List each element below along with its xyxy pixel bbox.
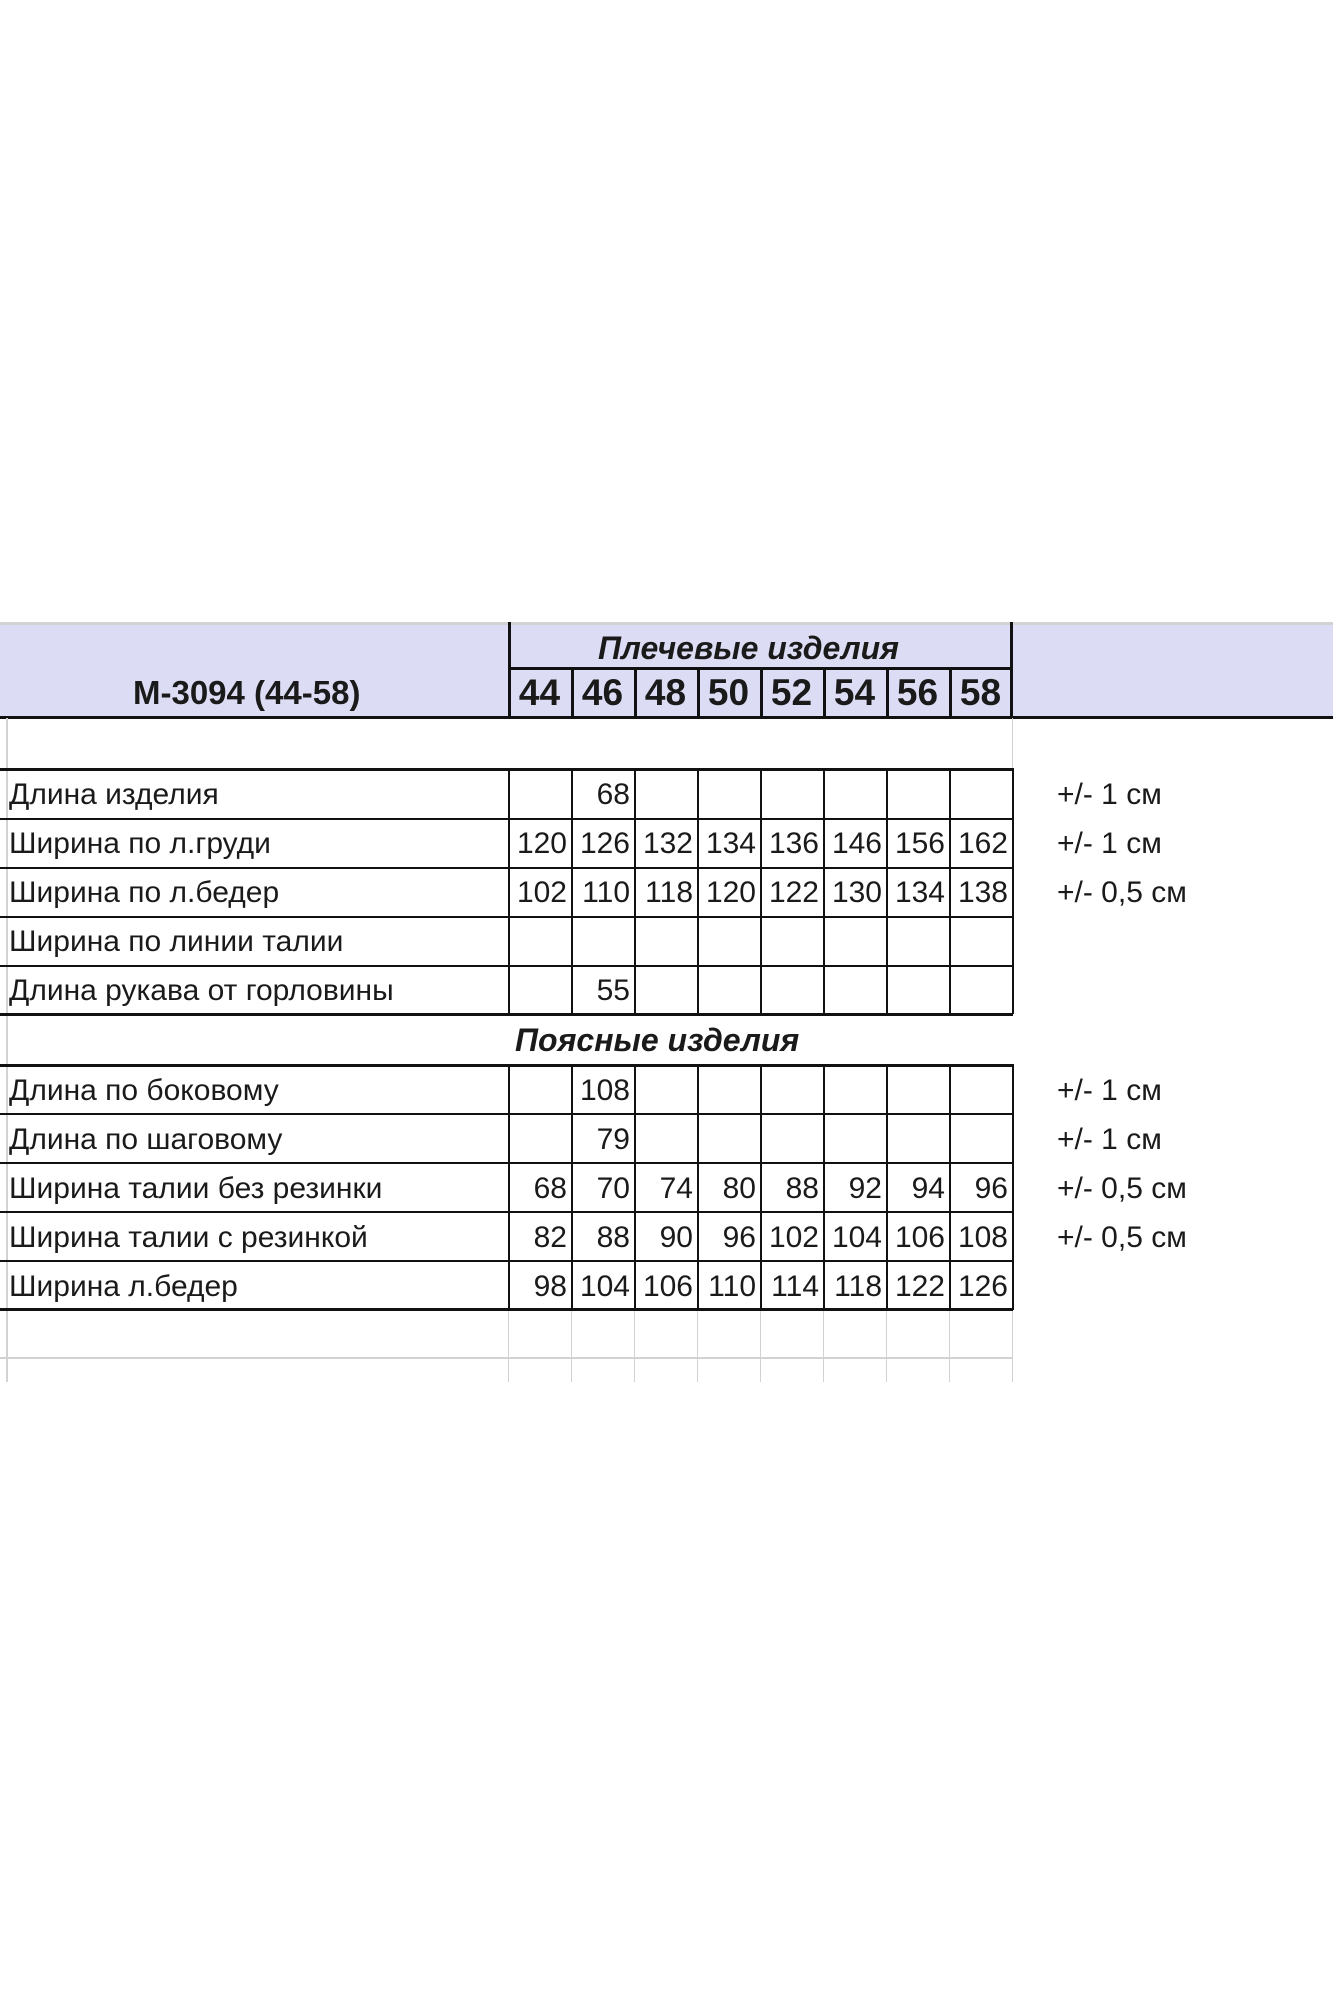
size-header: 46 bbox=[581, 672, 624, 713]
measurement-value: 108 bbox=[579, 1074, 630, 1107]
grid-line bbox=[0, 867, 1013, 869]
measurement-value: 102 bbox=[516, 876, 567, 909]
grid-line bbox=[0, 965, 1013, 967]
size-header: 54 bbox=[833, 672, 876, 713]
faint-grid-line bbox=[949, 1311, 950, 1382]
size-header: 48 bbox=[644, 672, 687, 713]
grid-line bbox=[0, 818, 1013, 820]
measurement-value: 104 bbox=[831, 1221, 882, 1254]
measurement-label: Ширина талии с резинкой bbox=[9, 1221, 368, 1254]
measurement-value: 120 bbox=[516, 827, 567, 860]
measurement-value: 80 bbox=[722, 1172, 756, 1205]
measurement-value: 110 bbox=[708, 1270, 756, 1303]
model-title: М-3094 (44-58) bbox=[133, 674, 361, 711]
measurement-value: 126 bbox=[957, 1270, 1008, 1303]
measurement-value: 134 bbox=[705, 827, 756, 860]
measurement-value: 74 bbox=[659, 1172, 693, 1205]
grid-line bbox=[0, 1013, 1013, 1016]
measurement-value: 70 bbox=[596, 1172, 630, 1205]
faint-grid-line bbox=[508, 1311, 509, 1382]
measurement-value: 122 bbox=[894, 1270, 945, 1303]
measurement-value: 106 bbox=[642, 1270, 693, 1303]
measurement-value: 88 bbox=[596, 1221, 630, 1254]
measurement-label: Длина по шаговому bbox=[9, 1123, 283, 1156]
measurement-label: Ширина по л.бедер bbox=[9, 876, 280, 909]
measurement-label: Ширина талии без резинки bbox=[9, 1172, 383, 1205]
grid-line bbox=[0, 1211, 1013, 1213]
measurement-value: 94 bbox=[911, 1172, 945, 1205]
section-title-waist: Поясные изделия bbox=[515, 1022, 800, 1058]
measurement-label: Длина изделия bbox=[9, 778, 219, 811]
measurement-label: Ширина л.бедер bbox=[9, 1270, 238, 1303]
grid-line bbox=[0, 1162, 1013, 1164]
measurement-value: 156 bbox=[894, 827, 945, 860]
faint-grid-line bbox=[571, 1311, 572, 1382]
size-header: 50 bbox=[707, 672, 750, 713]
measurement-value: 104 bbox=[579, 1270, 630, 1303]
measurement-value: 55 bbox=[596, 974, 630, 1007]
measurement-value: 120 bbox=[705, 876, 756, 909]
tolerance: +/- 1 см bbox=[1057, 1123, 1162, 1156]
faint-grid-line bbox=[1012, 718, 1013, 768]
grid-line bbox=[0, 916, 1013, 918]
measurement-label: Длина по боковому bbox=[9, 1074, 279, 1107]
grid-line bbox=[1012, 768, 1014, 1014]
faint-grid-line bbox=[0, 622, 1333, 625]
measurement-value: 118 bbox=[645, 876, 693, 909]
faint-grid-line bbox=[823, 1311, 824, 1382]
measurement-value: 82 bbox=[533, 1221, 567, 1254]
measurement-value: 122 bbox=[768, 876, 819, 909]
faint-grid-line bbox=[0, 1357, 1013, 1359]
tolerance: +/- 1 см bbox=[1057, 1074, 1162, 1107]
faint-grid-line bbox=[760, 1311, 761, 1382]
measurement-value: 136 bbox=[768, 827, 819, 860]
grid-line bbox=[0, 768, 1013, 771]
measurement-value: 96 bbox=[974, 1172, 1008, 1205]
measurement-value: 114 bbox=[771, 1270, 819, 1303]
tolerance: +/- 0,5 см bbox=[1057, 1172, 1187, 1205]
size-chart bbox=[0, 622, 1333, 1382]
size-header: 58 bbox=[959, 672, 1002, 713]
tolerance: +/- 1 см bbox=[1057, 827, 1162, 860]
faint-grid-line bbox=[697, 1311, 698, 1382]
measurement-value: 146 bbox=[831, 827, 882, 860]
measurement-value: 134 bbox=[894, 876, 945, 909]
size-header: 44 bbox=[518, 672, 561, 713]
grid-line bbox=[0, 1260, 1013, 1262]
section-title-shoulder: Плечевые изделия bbox=[598, 630, 900, 666]
grid-line bbox=[0, 1113, 1013, 1115]
measurement-value: 96 bbox=[722, 1221, 756, 1254]
measurement-value: 102 bbox=[768, 1221, 819, 1254]
measurement-value: 106 bbox=[894, 1221, 945, 1254]
measurement-label: Ширина по линии талии bbox=[9, 925, 344, 958]
size-header: 56 bbox=[896, 672, 939, 713]
measurement-value: 90 bbox=[659, 1221, 693, 1254]
grid-line bbox=[0, 1308, 1013, 1311]
tolerance: +/- 0,5 см bbox=[1057, 1221, 1187, 1254]
measurement-value: 79 bbox=[596, 1123, 630, 1156]
tolerance: +/- 0,5 см bbox=[1057, 876, 1187, 909]
measurement-value: 162 bbox=[957, 827, 1008, 860]
measurement-value: 110 bbox=[582, 876, 630, 909]
grid-line bbox=[0, 1064, 1013, 1067]
grid-line bbox=[0, 716, 1333, 719]
tolerance: +/- 1 см bbox=[1057, 778, 1162, 811]
faint-grid-line bbox=[886, 1311, 887, 1382]
measurement-value: 108 bbox=[957, 1221, 1008, 1254]
measurement-value: 68 bbox=[596, 778, 630, 811]
measurement-value: 130 bbox=[831, 876, 882, 909]
faint-grid-line bbox=[634, 1311, 635, 1382]
size-header: 52 bbox=[770, 672, 813, 713]
measurement-value: 132 bbox=[642, 827, 693, 860]
grid-line bbox=[1012, 1064, 1014, 1310]
measurement-label: Ширина по л.груди bbox=[9, 827, 271, 860]
measurement-value: 138 bbox=[957, 876, 1008, 909]
measurement-value: 68 bbox=[533, 1172, 567, 1205]
measurement-value: 118 bbox=[834, 1270, 882, 1303]
faint-grid-line bbox=[1012, 1311, 1013, 1382]
measurement-value: 92 bbox=[848, 1172, 882, 1205]
measurement-label: Длина рукава от горловины bbox=[9, 974, 394, 1007]
measurement-value: 126 bbox=[579, 827, 630, 860]
measurement-value: 88 bbox=[785, 1172, 819, 1205]
measurement-value: 98 bbox=[533, 1270, 567, 1303]
